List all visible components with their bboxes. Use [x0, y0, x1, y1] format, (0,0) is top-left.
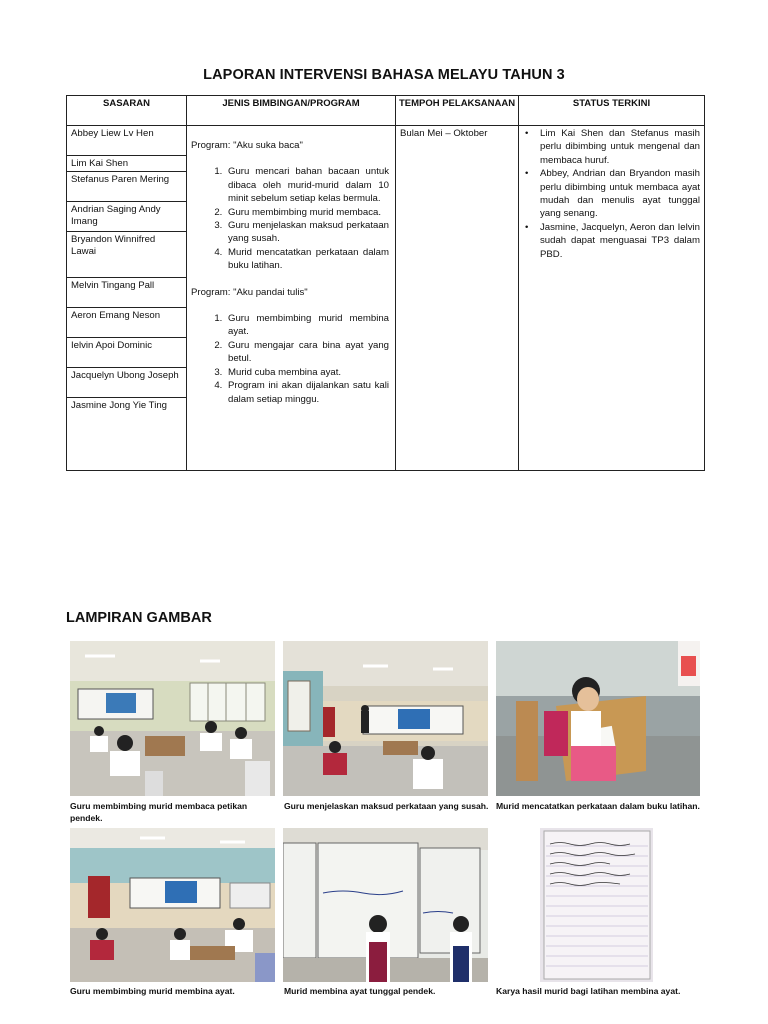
- photo-caption: Murid membina ayat tunggal pendek.: [284, 986, 436, 996]
- program-1-title: Program: "Aku suka baca": [191, 140, 303, 151]
- program-step: 1. Guru membimbing murid membina ayat.: [225, 312, 389, 339]
- program-step: 1. Guru mencari bahan bacaan untuk dibaca oleh murid-murid dalam 10 minit sebelum setiap kelas bermula.: [225, 165, 389, 205]
- student-name: Bryandon Winnifred Lawai: [67, 232, 186, 278]
- period-text: Bulan Mei – Oktober: [400, 128, 488, 139]
- program-2-steps: [191, 312, 389, 406]
- program-step: 2. Guru mengajar cara bina ayat yang betul.: [225, 339, 389, 366]
- photo-caption: Guru membimbing murid membaca petikan pendek.: [70, 801, 248, 823]
- program-step: 4. Program ini akan dijalankan satu kali dalam setiap minggu.: [225, 379, 389, 406]
- student-name: Jasmine Jong Yie Ting: [71, 400, 167, 411]
- header-sasaran: SASARAN: [67, 96, 187, 126]
- report-title: LAPORAN INTERVENSI BAHASA MELAYU TAHUN 3: [203, 67, 565, 83]
- student-name: Stefanus Paren Mering: [67, 172, 186, 202]
- bullet-icon: •: [525, 221, 529, 233]
- student-name: Ielvin Apoi Dominic: [67, 338, 186, 368]
- status-item: • Lim Kai Shen dan Stefanus masih perlu dibimbing untuk mengenal dan membaca huruf.: [525, 128, 700, 166]
- program-step: 2. Guru membimbing murid membaca.: [225, 206, 389, 219]
- header-tempoh: TEMPOH PELAKSANAAN: [396, 96, 519, 126]
- photo-caption: Karya hasil murid bagi latihan membina ayat.: [496, 986, 681, 996]
- student-name: Aeron Emang Neson: [67, 308, 186, 338]
- program-step: 3. Murid cuba membina ayat.: [225, 366, 389, 379]
- table-row: [67, 126, 705, 471]
- student-name: Melvin Tingang Pall: [67, 278, 186, 308]
- status-item: • Abbey, Andrian dan Bryandon masih perlu dibimbing untuk membaca ayat mudah dan menulis ayat tunggal yang senang.: [525, 168, 700, 220]
- classroom-reading-photo: [70, 641, 275, 796]
- status-list: [522, 127, 700, 261]
- student-name: Andrian Saging Andy Imang: [67, 202, 186, 232]
- header-jenis-bimbingan: JENIS BIMBINGAN/PROGRAM: [187, 96, 396, 126]
- photo-caption: Guru menjelaskan maksud perkataan yang susah.: [284, 801, 489, 811]
- whiteboard-writing-photo: [283, 828, 488, 982]
- program-1-steps: [191, 165, 389, 272]
- header-status: STATUS TERKINI: [519, 96, 705, 126]
- bullet-icon: •: [525, 128, 529, 139]
- photo-caption: Murid mencatatkan perkataan dalam buku latihan.: [496, 801, 700, 811]
- table-header-row: [67, 96, 705, 126]
- student-name: Abbey Liew Lv Hen: [67, 126, 186, 156]
- student-name: Lim Kai Shen: [67, 156, 186, 172]
- lampiran-title: LAMPIRAN GAMBAR: [66, 610, 212, 626]
- program-2-title: Program: "Aku pandai tulis": [191, 286, 308, 298]
- photo-caption: Guru membimbing murid membina ayat.: [70, 986, 235, 996]
- sasaran-cell: [67, 126, 187, 471]
- program-cell: [187, 126, 396, 471]
- tempoh-cell: [396, 126, 519, 471]
- bullet-icon: •: [525, 168, 529, 180]
- program-step: 4. Murid mencatatkan perkataan dalam buku latihan.: [225, 246, 389, 273]
- student-name: Jacquelyn Ubong Joseph: [67, 368, 186, 398]
- student-worksheet-photo: [540, 828, 653, 982]
- classroom-sentence-building-photo: [70, 828, 275, 982]
- program-step: 3. Guru menjelaskan maksud perkataan yang susah.: [225, 219, 389, 246]
- status-item: • Jasmine, Jacquelyn, Aeron dan Ielvin sudah dapat menguasai TP3 dalam PBD.: [525, 221, 700, 260]
- student-writing-photo: [496, 641, 700, 796]
- intervention-table: [66, 95, 705, 471]
- student-list: [67, 126, 186, 428]
- teacher-explaining-photo: [283, 641, 488, 796]
- status-cell: [519, 126, 705, 471]
